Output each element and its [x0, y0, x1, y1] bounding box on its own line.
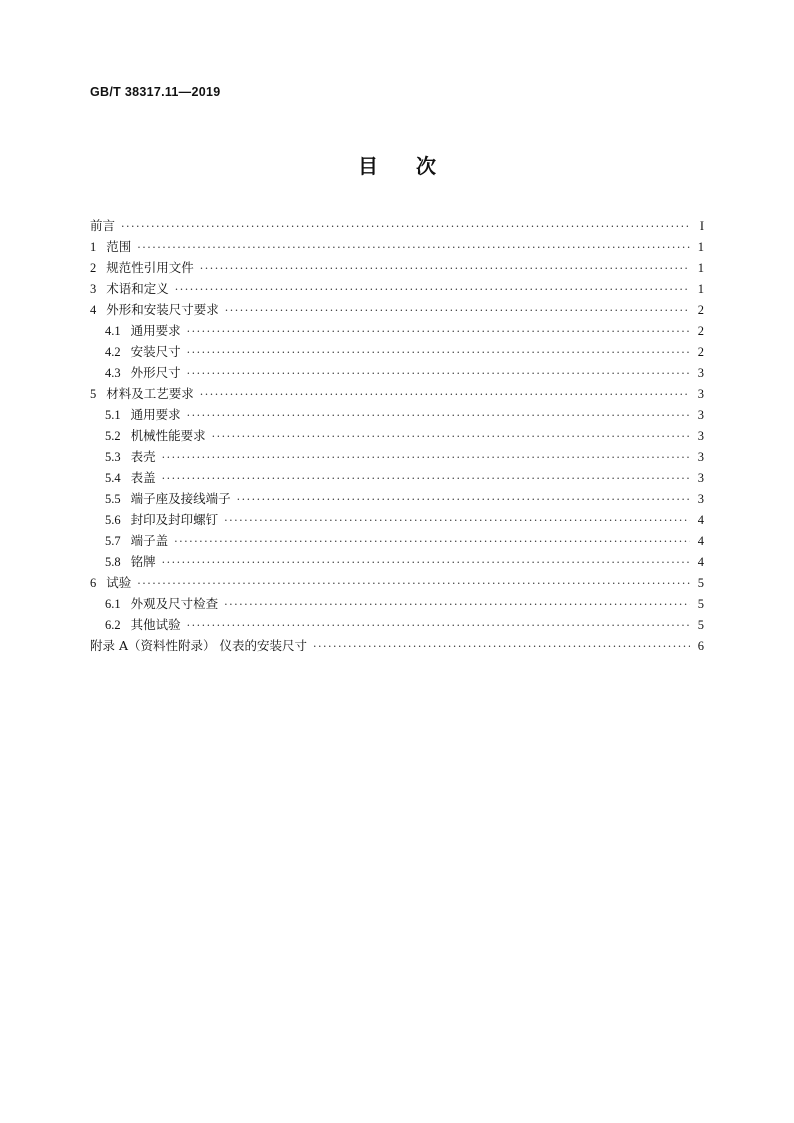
toc-entry[interactable] — [90, 489, 704, 510]
toc-entry[interactable] — [90, 363, 704, 384]
toc-entry-number: 1 — [90, 240, 97, 254]
toc-leader-dots — [224, 598, 690, 611]
toc-entry[interactable] — [90, 426, 704, 447]
toc-entry[interactable] — [90, 552, 704, 573]
toc-entry-label: 端子座及接线端子 — [130, 491, 231, 506]
toc-entry[interactable] — [90, 615, 704, 636]
toc-entry-label: 机械性能要求 — [130, 428, 206, 443]
toc-leader-dots — [313, 640, 690, 653]
document-code: GB/T 38317.11—2019 — [90, 85, 221, 99]
toc-entry-page: 3 — [697, 387, 704, 401]
toc-entry[interactable] — [90, 636, 704, 657]
toc-leader-dots — [121, 220, 690, 233]
toc-entry-number: 2 — [90, 261, 97, 275]
toc-entry-page: 1 — [697, 240, 704, 254]
toc-entry-page: 2 — [697, 345, 704, 359]
toc-leader-dots — [187, 325, 690, 338]
toc-leader-dots — [175, 283, 690, 296]
toc-entry-label: 外形和安装尺寸要求 — [106, 302, 219, 317]
toc-entry-label: 附录 A（资料性附录） 仪表的安装尺寸 — [90, 638, 307, 653]
toc-leader-dots — [174, 535, 690, 548]
toc-entry[interactable] — [90, 510, 704, 531]
toc-entry-number: 5.4 — [105, 471, 121, 485]
toc-entry-page: 5 — [697, 576, 704, 590]
toc-leader-dots — [187, 619, 690, 632]
toc-entry[interactable] — [90, 531, 704, 552]
toc-leader-dots — [237, 493, 690, 506]
toc-leader-dots — [212, 430, 690, 443]
toc-entry-page: 1 — [697, 282, 704, 296]
toc-leader-dots — [137, 577, 690, 590]
toc-entry-number: 6 — [90, 576, 97, 590]
toc-entry[interactable] — [90, 300, 704, 321]
toc-entry-number: 4.3 — [105, 366, 121, 380]
toc-entry-label: 表盖 — [130, 470, 156, 485]
toc-entry-page: 4 — [697, 513, 704, 527]
toc-entry-page: 2 — [697, 324, 704, 338]
toc-entry[interactable] — [90, 237, 704, 258]
toc-entry-page: 3 — [697, 450, 704, 464]
toc-entry-label: 通用要求 — [130, 407, 181, 422]
toc-entry[interactable] — [90, 384, 704, 405]
toc-entry-label: 术语和定义 — [106, 281, 169, 296]
toc-entry-page: 3 — [697, 492, 704, 506]
toc-entry[interactable] — [90, 258, 704, 279]
toc-leader-dots — [200, 388, 690, 401]
toc-entry-number: 5.8 — [105, 555, 121, 569]
toc-entry-label: 材料及工艺要求 — [106, 386, 194, 401]
toc-entry-number: 6.1 — [105, 597, 121, 611]
toc-entry-page: 1 — [697, 261, 704, 275]
toc-entry[interactable] — [90, 447, 704, 468]
toc-leader-dots — [224, 514, 690, 527]
toc-entry-number: 5.3 — [105, 450, 121, 464]
toc-entry-label: 范围 — [106, 239, 132, 254]
toc-leader-dots — [162, 451, 690, 464]
toc-entry-label: 外形尺寸 — [130, 365, 181, 380]
toc-leader-dots — [162, 472, 690, 485]
toc-entry-page: 4 — [697, 555, 704, 569]
toc-entry-number: 4 — [90, 303, 97, 317]
toc-leader-dots — [162, 556, 690, 569]
toc-entry-label: 封印及封印螺钉 — [130, 512, 219, 527]
toc-leader-dots — [137, 241, 690, 254]
toc-entry[interactable] — [90, 468, 704, 489]
toc-entry-label: 外观及尺寸检查 — [130, 596, 219, 611]
toc-entry-label: 铭牌 — [130, 554, 156, 569]
toc-entry-page: 6 — [697, 639, 704, 653]
toc-leader-dots — [225, 304, 690, 317]
toc-leader-dots — [200, 262, 690, 275]
toc-entry-label: 安装尺寸 — [130, 344, 181, 359]
toc-entry-number: 5.7 — [105, 534, 121, 548]
toc-entry-page: 2 — [697, 303, 704, 317]
toc-entry[interactable] — [90, 342, 704, 363]
toc-entry-label: 其他试验 — [130, 617, 181, 632]
toc-entry[interactable] — [90, 594, 704, 615]
toc-entry-number: 3 — [90, 282, 97, 296]
toc-entry-number: 4.2 — [105, 345, 121, 359]
toc-entry-label: 规范性引用文件 — [106, 260, 194, 275]
toc-entry-number: 5.6 — [105, 513, 121, 527]
toc-entry-label: 通用要求 — [130, 323, 181, 338]
toc-entry-page: 4 — [697, 534, 704, 548]
toc-leader-dots — [187, 346, 690, 359]
toc-entry-page: 3 — [697, 408, 704, 422]
toc-entry-page: 5 — [697, 618, 704, 632]
toc-entry[interactable] — [90, 279, 704, 300]
toc-entry-number: 5.2 — [105, 429, 121, 443]
toc-entry-number: 5.5 — [105, 492, 121, 506]
toc-entry[interactable] — [90, 321, 704, 342]
toc-entry-page: 5 — [697, 597, 704, 611]
toc-entry[interactable] — [90, 216, 704, 237]
toc-entry-label: 表壳 — [130, 449, 156, 464]
toc-entry-page: 3 — [697, 429, 704, 443]
toc-entry-label: 试验 — [106, 575, 132, 590]
toc-entry-number: 6.2 — [105, 618, 121, 632]
toc-entry-number: 5.1 — [105, 408, 121, 422]
page-title: 目次 — [358, 154, 474, 178]
toc-entry-page: I — [699, 219, 704, 233]
toc-entry-label: 端子盖 — [130, 533, 169, 548]
toc-entry-label: 前言 — [90, 218, 116, 233]
toc-entry-number: 4.1 — [105, 324, 121, 338]
toc-entry-page: 3 — [697, 471, 704, 485]
toc-leader-dots — [187, 367, 690, 380]
toc-entry[interactable] — [90, 405, 704, 426]
toc-entry[interactable] — [90, 573, 704, 594]
toc-entry-number: 5 — [90, 387, 97, 401]
toc-entry-page: 3 — [697, 366, 704, 380]
toc-leader-dots — [187, 409, 690, 422]
table-of-contents — [90, 216, 704, 657]
